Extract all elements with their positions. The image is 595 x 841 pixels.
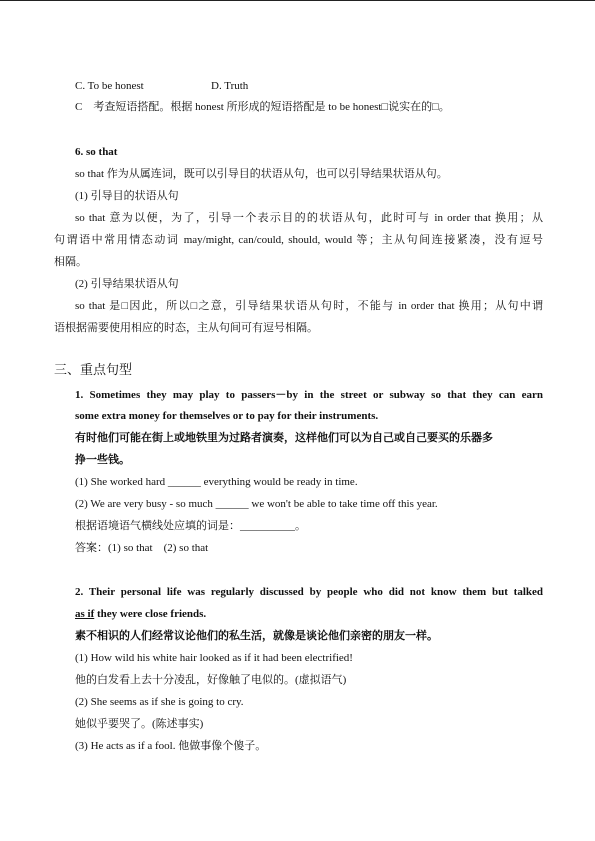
sentence-2-example-1-zh: 他的白发看上去十分凌乱，好像触了电似的。(虚拟语气)	[75, 674, 347, 686]
section-6-intro: so that 作为从属连词，既可以引导目的状语从句，也可以引导结果状语从句。	[75, 168, 448, 180]
section-6-point-2-line-2: 语根据需要使用相应的时态，主从句间可有逗号相隔。	[54, 322, 318, 334]
sentence-1-question: 根据语境语气横线处应填的词是：__________。	[75, 520, 306, 532]
section-6-point-1-line-1: so that 意为以便，为了，引导一个表示目的的状语从句，此时可与 in order that 换用；从	[75, 212, 543, 224]
option-c: C. To be honest	[75, 80, 144, 92]
sentence-2-en-line-1: 2. Their personal life was regularly discussed by people who did not know them but talked	[75, 586, 543, 598]
option-line	[75, 79, 249, 93]
sentence-1-answer: 答案：(1) so that (2) so that	[75, 542, 209, 554]
option-d: D. Truth	[211, 80, 249, 92]
sentence-1-exercise-2: (2) We are very busy - so much ______ we won't be able to take time off this year.	[75, 498, 438, 510]
as-if-underlined: as if	[75, 608, 95, 620]
sentence-1-exercise-1: (1) She worked hard ______ everything would be ready in time.	[75, 476, 358, 488]
sentence-2-example-1: (1) How wild his white hair looked as if it had been electrified!	[75, 652, 353, 664]
section-6-point-1-line-2: 句谓语中常用情态动词 may/might, can/could, should, would 等；主从句间连接紧凑，没有逗号	[54, 234, 543, 246]
sentence-2-example-2: (2) She seems as if she is going to cry.	[75, 696, 244, 708]
sentence-1-zh-line-1: 有时他们可能在街上或地铁里为过路者演奏，这样他们可以为自己或自己要买的乐器多	[75, 432, 493, 444]
sentence-1-en-line-2: some extra money for themselves or to pay for their instruments.	[75, 410, 379, 422]
sentence-2-zh: 素不相识的人们经常议论他们的私生活，就像是谈论他们亲密的朋友一样。	[75, 630, 438, 642]
sentence-2-en-line-2	[75, 607, 206, 621]
section-3-title: 三、重点句型	[54, 362, 133, 377]
page-top-border	[0, 0, 595, 1]
sentence-1-en-line-1: 1. Sometimes they may play to passers－by in the street or subway so that they can earn	[75, 389, 543, 401]
section-6-point-1-heading: (1) 引导目的状语从句	[75, 190, 179, 202]
sentence-2-en-line-2-rest: they were close friends.	[94, 608, 207, 620]
sentence-2-example-2-zh: 她似乎要哭了。(陈述事实)	[75, 718, 204, 730]
section-6-point-2-line-1: so that 是□因此，所以□之意，引导结果状语从句时，不能与 in order that 换用；从句中谓	[75, 300, 543, 312]
sentence-1-zh-line-2: 挣一些钱。	[75, 454, 130, 466]
answer-explanation: C 考查短语搭配。根据 honest 所形成的短语搭配是 to be honest□说实在的□。	[75, 101, 450, 113]
section-6-title: 6. so that	[75, 146, 118, 158]
section-6-point-2-heading: (2) 引导结果状语从句	[75, 278, 179, 290]
sentence-2-example-3: (3) He acts as if a fool. 他做事像个傻子。	[75, 740, 267, 752]
section-6-point-1-line-3: 相隔。	[54, 256, 87, 268]
